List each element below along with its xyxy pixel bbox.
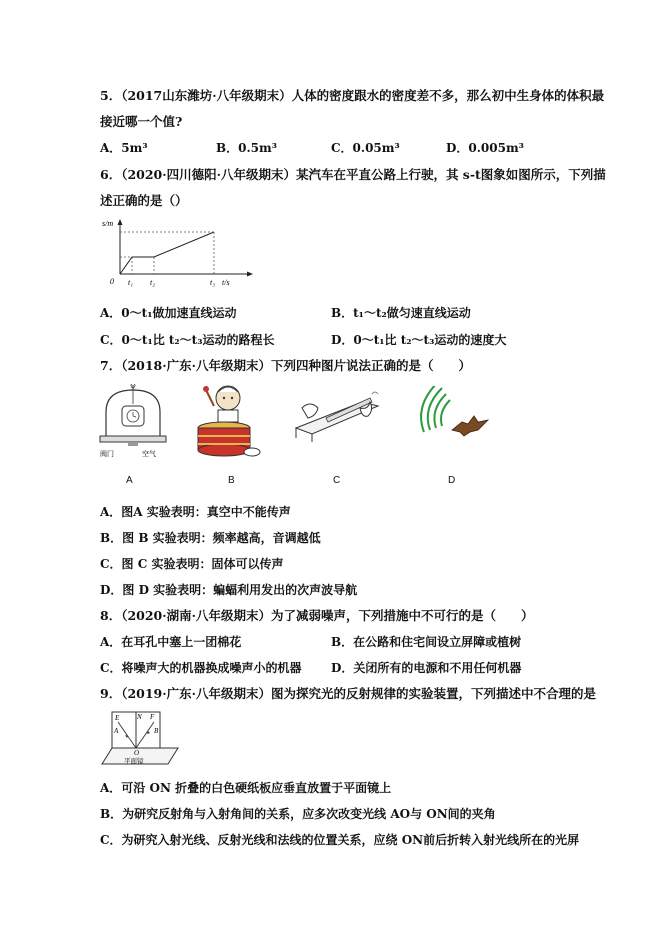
q7-caption-b: B [228, 475, 235, 486]
q7-stem: 7．（2018·广东·八年级期末）下列四种图片说法正确的是（ ） [100, 358, 471, 373]
graph-y-arrow [118, 219, 123, 225]
fig9-label-o: O [134, 749, 140, 757]
q6-option-c: C．0～t₁比 t₂～t₃运动的路程长 [100, 333, 275, 347]
q8-option-a: A．在耳孔中塞上一团棉花 [100, 635, 242, 649]
q5-option-b: B．0.5m³ [216, 141, 277, 155]
graph-t3-label: t₃ [210, 278, 216, 287]
fig9-label-n: N [137, 713, 142, 721]
graph-line [120, 232, 214, 274]
fig9-label-f: F [150, 713, 155, 721]
q7-caption-c: C [333, 475, 341, 486]
q5-option-a: A．5m³ [100, 141, 148, 155]
graph-t2-label: t₂ [150, 278, 156, 287]
q6-stem-line2: 述正确的是（） [100, 193, 188, 208]
q9-reflection-apparatus [100, 708, 180, 770]
fig9-label-a: A [114, 727, 119, 735]
fig9-label-mirror: 平面镜 [124, 758, 144, 765]
q6-st-graph [100, 214, 260, 290]
q6-option-d: D．0～t₁比 t₂～t₃运动的速度大 [331, 333, 507, 347]
q7-caption-a: A [126, 475, 133, 486]
q7-figure-c-ruler [292, 388, 382, 443]
q7-option-c: C．图 C 实验表明：固体可以传声 [100, 557, 284, 571]
q7-option-d: D．图 D 实验表明：蝙蝠利用发出的次声波导航 [100, 583, 358, 597]
q9-option-a: A．可沿 ON 折叠的白色硬纸板应垂直放置于平面镜上 [100, 781, 392, 795]
q8-option-d: D．关闭所有的电源和不用任何机器 [331, 661, 522, 675]
q9-option-b: B．为研究反射角与入射角间的关系，应多次改变光线 AO与 ON间的夹角 [100, 807, 496, 821]
q8-option-c: C．将噪声大的机器换成噪声小的机器 [100, 661, 302, 675]
graph-ylabel: s/m [102, 219, 114, 228]
q7-figure-b-drum [192, 382, 264, 462]
q5-stem-line2: 接近哪一个值? [100, 114, 183, 129]
q7-option-b: B．图 B 实验表明：频率越高，音调越低 [100, 531, 321, 545]
graph-origin: 0 [110, 277, 114, 286]
q8-stem: 8．（2020·湖南·八年级期末）为了减弱噪声，下列措施中不可行的是（ ） [100, 608, 534, 623]
q7-caption-d: D [448, 475, 456, 486]
fig-a-air-label: 空气 [142, 450, 156, 458]
fig-a-valve-label: 阀门 [100, 450, 114, 458]
q8-option-b: B．在公路和住宅间设立屏障或植树 [331, 635, 522, 649]
graph-xlabel: t/s [222, 278, 230, 287]
q5-option-c: C．0.05m³ [331, 141, 400, 155]
q6-option-a: A．0～t₁做加速直线运动 [100, 306, 237, 320]
q7-option-a: A．图A 实验表明：真空中不能传声 [100, 505, 291, 519]
q7-figure-d-bat [412, 386, 492, 446]
q7-figure-a-bell-jar [98, 384, 168, 459]
fig9-label-b: B [154, 727, 159, 735]
q9-stem: 9．（2019·广东·八年级期末）图为探究光的反射规律的实验装置，下列描述中不合理的是 [100, 686, 596, 701]
q5-stem-line1: 5．（2017山东潍坊·八年级期末）人体的密度跟水的密度差不多，那么初中生身体的体积最 [100, 88, 605, 103]
fig9-label-e: E [115, 714, 120, 722]
graph-x-arrow [247, 272, 253, 277]
q6-option-b: B．t₁～t₂做匀速直线运动 [331, 306, 471, 320]
graph-t1-label: t₁ [128, 278, 134, 287]
q9-option-c: C．为研究入射光线、反射光线和法线的位置关系，应绕 ON前后折转入射光线所在的光屏 [100, 833, 580, 847]
q5-option-d: D．0.005m³ [446, 141, 524, 155]
q6-stem-line1: 6．（2020·四川德阳·八年级期末）某汽车在平直公路上行驶，其 s-t图象如图所示，下列描 [100, 167, 606, 182]
